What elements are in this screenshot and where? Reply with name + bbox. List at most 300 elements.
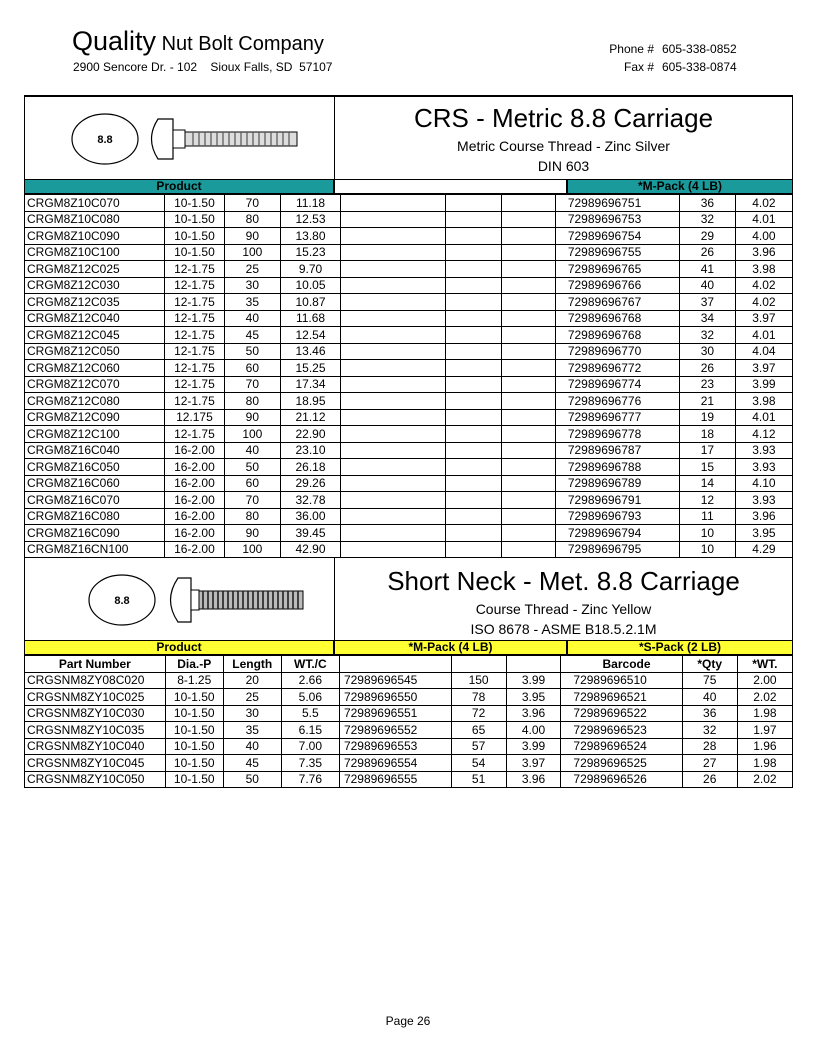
table-cell: CRGM8Z12C080 xyxy=(25,393,165,410)
table-cell xyxy=(446,327,501,344)
table-cell: 4.00 xyxy=(506,722,561,739)
section2-band xyxy=(24,640,793,655)
column-header: Dia.-P xyxy=(165,656,223,673)
table-row xyxy=(25,310,793,327)
contact-block xyxy=(596,40,737,76)
table-cell xyxy=(340,244,446,261)
table-cell xyxy=(501,541,555,558)
table-cell: 72989696510 xyxy=(561,672,682,689)
table-cell: 10-1.50 xyxy=(165,771,223,788)
table-cell: 72989696794 xyxy=(555,525,679,542)
table-cell: CRGM8Z12C090 xyxy=(25,409,165,426)
table-cell: 12-1.75 xyxy=(165,376,224,393)
table-cell: CRGM8Z16C080 xyxy=(25,508,165,525)
table-cell xyxy=(340,475,446,492)
phone-label: Phone # xyxy=(609,42,654,56)
table-cell: 12 xyxy=(679,492,735,509)
table-cell: 29.26 xyxy=(281,475,341,492)
table-cell: 4.29 xyxy=(735,541,792,558)
table-cell: 50 xyxy=(224,459,281,476)
table-row xyxy=(25,525,793,542)
table-cell: 4.01 xyxy=(735,327,792,344)
table-row xyxy=(25,409,793,426)
table-cell: 1.98 xyxy=(737,705,792,722)
table-cell xyxy=(501,459,555,476)
table-cell: 26 xyxy=(679,360,735,377)
table-cell: CRGM8Z10C070 xyxy=(25,195,165,212)
table-row xyxy=(25,722,793,739)
table-cell xyxy=(446,310,501,327)
table-cell: 72989696753 xyxy=(555,211,679,228)
table-cell: 16-2.00 xyxy=(165,508,224,525)
table-cell: 3.96 xyxy=(735,244,792,261)
table-cell: 72989696768 xyxy=(555,327,679,344)
table-cell xyxy=(340,360,446,377)
table-cell xyxy=(340,195,446,212)
table-cell: 28 xyxy=(682,738,737,755)
table-cell: 40 xyxy=(223,738,281,755)
table-cell: 19 xyxy=(679,409,735,426)
section1-table xyxy=(24,194,793,558)
table-cell: CRGM8Z10C100 xyxy=(25,244,165,261)
table-cell: 4.02 xyxy=(735,277,792,294)
table-cell: CRGM8Z10C090 xyxy=(25,228,165,245)
table-cell: 11.68 xyxy=(281,310,341,327)
table-cell: 9.70 xyxy=(281,261,341,278)
table-cell xyxy=(446,508,501,525)
table-cell: 3.97 xyxy=(506,755,561,772)
table-cell: 100 xyxy=(224,244,281,261)
table-cell xyxy=(501,426,555,443)
table-cell: 16-2.00 xyxy=(165,541,224,558)
column-header-row xyxy=(25,656,793,673)
table-cell: CRGM8Z12C060 xyxy=(25,360,165,377)
table-cell: CRGM8Z16C070 xyxy=(25,492,165,509)
table-cell xyxy=(446,261,501,278)
fax-number: 605-338-0874 xyxy=(662,60,737,74)
table-row xyxy=(25,459,793,476)
table-cell: 30 xyxy=(679,343,735,360)
table-cell: 25 xyxy=(224,261,281,278)
column-header: Barcode xyxy=(561,656,682,673)
table-cell: 41 xyxy=(679,261,735,278)
table-cell: 10-1.50 xyxy=(165,195,224,212)
table-cell: 21.12 xyxy=(281,409,341,426)
table-cell: 3.96 xyxy=(506,705,561,722)
short-neck-bolt-icon xyxy=(25,558,334,640)
section2-subtitle: Course Thread - Zinc Yellow xyxy=(475,601,652,617)
table-cell: 3.96 xyxy=(506,771,561,788)
table-cell: 150 xyxy=(451,672,506,689)
table-cell xyxy=(446,376,501,393)
table-cell: 32 xyxy=(679,327,735,344)
table-cell xyxy=(340,228,446,245)
table-cell xyxy=(446,277,501,294)
carriage-bolt-icon xyxy=(25,97,334,179)
company-name-big: Quality xyxy=(72,26,157,56)
table-cell: 16-2.00 xyxy=(165,459,224,476)
table-cell: 4.04 xyxy=(735,343,792,360)
table-cell: 30 xyxy=(224,277,281,294)
table-cell: 72989696554 xyxy=(339,755,451,772)
table-cell xyxy=(340,327,446,344)
table-cell: 18 xyxy=(679,426,735,443)
fax-label: Fax # xyxy=(623,60,654,74)
section2-badge: 8.8 xyxy=(114,595,130,607)
table-cell: 90 xyxy=(224,228,281,245)
table-cell: 70 xyxy=(224,376,281,393)
table-cell xyxy=(340,525,446,542)
table-cell: 10 xyxy=(679,525,735,542)
column-header xyxy=(451,656,506,673)
column-header xyxy=(506,656,561,673)
table-cell xyxy=(340,376,446,393)
table-cell: CRGM8Z12C045 xyxy=(25,327,165,344)
section1-standard: DIN 603 xyxy=(537,158,590,174)
table-cell xyxy=(446,442,501,459)
table-cell: 16-2.00 xyxy=(165,442,224,459)
table-cell: 15 xyxy=(679,459,735,476)
table-cell: 11 xyxy=(679,508,735,525)
table-cell: 4.00 xyxy=(735,228,792,245)
table-row xyxy=(25,343,793,360)
table-row xyxy=(25,771,793,788)
table-cell: 3.97 xyxy=(735,310,792,327)
column-header: *Qty xyxy=(682,656,737,673)
table-cell: 8-1.25 xyxy=(165,672,223,689)
table-cell: 2.00 xyxy=(737,672,792,689)
table-cell: 12-1.75 xyxy=(165,327,224,344)
table-cell: 72989696774 xyxy=(555,376,679,393)
table-cell: 15.23 xyxy=(281,244,341,261)
table-cell xyxy=(501,442,555,459)
table-row xyxy=(25,541,793,558)
table-cell: CRGM8Z16CN100 xyxy=(25,541,165,558)
table-cell: 72989696766 xyxy=(555,277,679,294)
table-cell: CRGM8Z12C040 xyxy=(25,310,165,327)
table-cell: 20 xyxy=(223,672,281,689)
table-cell xyxy=(340,492,446,509)
table-cell: 100 xyxy=(224,541,281,558)
table-cell: 10-1.50 xyxy=(165,705,223,722)
table-cell: 54 xyxy=(451,755,506,772)
table-cell: CRGSNM8ZY08C020 xyxy=(25,672,166,689)
table-cell xyxy=(501,244,555,261)
table-cell: 16-2.00 xyxy=(165,525,224,542)
table-cell: 78 xyxy=(451,689,506,706)
table-cell: 72989696776 xyxy=(555,393,679,410)
table-cell: 3.98 xyxy=(735,261,792,278)
table-cell: 37 xyxy=(679,294,735,311)
table-cell: 10-1.50 xyxy=(165,228,224,245)
table-cell: 72989696755 xyxy=(555,244,679,261)
table-cell xyxy=(446,409,501,426)
table-cell: 7.35 xyxy=(281,755,339,772)
table-row xyxy=(25,672,793,689)
table-cell: 72989696768 xyxy=(555,310,679,327)
table-cell: 4.10 xyxy=(735,475,792,492)
table-cell: 35 xyxy=(224,294,281,311)
table-cell: 3.95 xyxy=(735,525,792,542)
table-row xyxy=(25,442,793,459)
table-cell: 72989696551 xyxy=(339,705,451,722)
table-cell: 1.96 xyxy=(737,738,792,755)
table-cell: 40 xyxy=(224,442,281,459)
table-cell: 72989696545 xyxy=(339,672,451,689)
section2-band-product: Product xyxy=(24,640,334,655)
table-cell xyxy=(340,261,446,278)
table-cell: 32.78 xyxy=(281,492,341,509)
column-header: *WT. xyxy=(737,656,792,673)
table-cell: CRGM8Z12C035 xyxy=(25,294,165,311)
table-cell: 72989696751 xyxy=(555,195,679,212)
table-cell xyxy=(340,393,446,410)
table-cell: 18.95 xyxy=(281,393,341,410)
table-cell: 70 xyxy=(224,492,281,509)
table-cell xyxy=(446,228,501,245)
table-cell: 12.53 xyxy=(281,211,341,228)
table-cell xyxy=(446,426,501,443)
table-row xyxy=(25,393,793,410)
table-cell xyxy=(446,492,501,509)
section2-title: Short Neck - Met. 8.8 Carriage xyxy=(387,566,740,596)
table-cell: 80 xyxy=(224,393,281,410)
table-cell: 10-1.50 xyxy=(165,722,223,739)
section2-band-spack: *S-Pack (2 LB) xyxy=(567,640,793,655)
table-cell: 72989696777 xyxy=(555,409,679,426)
table-cell: 72989696550 xyxy=(339,689,451,706)
table-cell: CRGM8Z12C030 xyxy=(25,277,165,294)
table-cell: 72989696525 xyxy=(561,755,682,772)
table-row xyxy=(25,228,793,245)
table-cell: 72989696522 xyxy=(561,705,682,722)
table-cell: 3.99 xyxy=(735,376,792,393)
table-cell: 4.02 xyxy=(735,294,792,311)
table-row xyxy=(25,705,793,722)
table-cell: CRGSNM8ZY10C040 xyxy=(25,738,166,755)
table-cell: 10-1.50 xyxy=(165,244,224,261)
table-cell: CRGM8Z12C070 xyxy=(25,376,165,393)
table-cell: 51 xyxy=(451,771,506,788)
table-cell: 42.90 xyxy=(281,541,341,558)
phone-number: 605-338-0852 xyxy=(662,42,737,56)
column-header: WT./C xyxy=(281,656,339,673)
table-cell: 12.175 xyxy=(165,409,224,426)
table-cell xyxy=(501,211,555,228)
table-cell: 2.02 xyxy=(737,689,792,706)
table-cell xyxy=(446,525,501,542)
column-header xyxy=(339,656,451,673)
table-cell: 15.25 xyxy=(281,360,341,377)
table-cell: 72989696772 xyxy=(555,360,679,377)
table-cell: 3.98 xyxy=(735,393,792,410)
table-cell: 27 xyxy=(682,755,737,772)
table-cell: 10.05 xyxy=(281,277,341,294)
table-cell: 80 xyxy=(224,508,281,525)
table-cell xyxy=(446,541,501,558)
table-cell xyxy=(501,492,555,509)
table-cell: 35 xyxy=(223,722,281,739)
table-cell: CRGM8Z12C100 xyxy=(25,426,165,443)
table-cell: 12-1.75 xyxy=(165,261,224,278)
table-cell: 4.01 xyxy=(735,409,792,426)
table-row xyxy=(25,360,793,377)
table-cell: 3.99 xyxy=(506,672,561,689)
table-cell: 12-1.75 xyxy=(165,426,224,443)
section1-band-mpack: *M-Pack (4 LB) xyxy=(567,179,793,194)
table-cell: CRGSNM8ZY10C025 xyxy=(25,689,166,706)
table-cell: 72989696523 xyxy=(561,722,682,739)
table-cell: 10.87 xyxy=(281,294,341,311)
table-row xyxy=(25,195,793,212)
section2-header xyxy=(24,557,793,641)
table-cell: 72989696555 xyxy=(339,771,451,788)
table-cell: 13.46 xyxy=(281,343,341,360)
table-cell: 13.80 xyxy=(281,228,341,245)
section2-band-mpack: *M-Pack (4 LB) xyxy=(334,640,567,655)
table-cell: 32 xyxy=(679,211,735,228)
table-cell: 7.76 xyxy=(281,771,339,788)
table-row xyxy=(25,738,793,755)
table-cell: 29 xyxy=(679,228,735,245)
table-cell: 4.01 xyxy=(735,211,792,228)
table-cell: 4.02 xyxy=(735,195,792,212)
table-row xyxy=(25,426,793,443)
section2-table xyxy=(24,655,793,788)
table-cell: 45 xyxy=(223,755,281,772)
table-cell: 12-1.75 xyxy=(165,393,224,410)
table-row xyxy=(25,492,793,509)
table-cell: 26 xyxy=(679,244,735,261)
section2-standard: ISO 8678 - ASME B18.5.2.1M xyxy=(470,621,657,637)
table-cell xyxy=(501,393,555,410)
table-cell: 25 xyxy=(223,689,281,706)
table-cell: 32 xyxy=(682,722,737,739)
table-cell xyxy=(340,211,446,228)
table-cell: 14 xyxy=(679,475,735,492)
table-cell: 22.90 xyxy=(281,426,341,443)
table-cell xyxy=(501,228,555,245)
table-cell: 72989696524 xyxy=(561,738,682,755)
table-cell: 40 xyxy=(679,277,735,294)
table-cell xyxy=(340,310,446,327)
company-name-rest: Nut Bolt Company xyxy=(156,33,324,55)
table-cell: 3.97 xyxy=(735,360,792,377)
table-cell xyxy=(501,508,555,525)
table-cell: 72 xyxy=(451,705,506,722)
section1-band-blank xyxy=(334,179,567,194)
table-cell xyxy=(446,459,501,476)
table-cell xyxy=(501,409,555,426)
table-cell xyxy=(340,409,446,426)
table-cell: 3.93 xyxy=(735,442,792,459)
table-row xyxy=(25,294,793,311)
table-cell: 40 xyxy=(224,310,281,327)
table-cell: CRGM8Z10C080 xyxy=(25,211,165,228)
table-cell: CRGM8Z16C060 xyxy=(25,475,165,492)
table-cell: 10-1.50 xyxy=(165,755,223,772)
table-cell: 36.00 xyxy=(281,508,341,525)
table-cell: CRGSNM8ZY10C045 xyxy=(25,755,166,772)
table-row xyxy=(25,327,793,344)
table-cell: 17 xyxy=(679,442,735,459)
table-cell xyxy=(501,327,555,344)
table-cell: CRGM8Z16C040 xyxy=(25,442,165,459)
table-cell: 75 xyxy=(682,672,737,689)
table-cell: 72989696754 xyxy=(555,228,679,245)
table-cell xyxy=(446,393,501,410)
table-cell: 3.99 xyxy=(506,738,561,755)
section1-image xyxy=(25,97,335,179)
table-cell: 10-1.50 xyxy=(165,211,224,228)
company-name xyxy=(72,26,324,57)
section1-header xyxy=(24,96,793,180)
table-cell xyxy=(340,343,446,360)
section1-subtitle: Metric Course Thread - Zinc Silver xyxy=(457,138,670,154)
table-cell: CRGM8Z16C050 xyxy=(25,459,165,476)
table-cell: 72989696765 xyxy=(555,261,679,278)
table-cell: 1.98 xyxy=(737,755,792,772)
table-cell xyxy=(501,310,555,327)
table-cell: 34 xyxy=(679,310,735,327)
table-cell: 5.06 xyxy=(281,689,339,706)
table-cell: 60 xyxy=(224,360,281,377)
table-row xyxy=(25,277,793,294)
section2-title-block xyxy=(335,558,792,640)
table-row xyxy=(25,689,793,706)
table-cell xyxy=(446,294,501,311)
table-cell: 70 xyxy=(224,195,281,212)
table-cell: 90 xyxy=(224,525,281,542)
table-cell xyxy=(501,195,555,212)
section1-band-product: Product xyxy=(24,179,334,194)
table-cell: CRGM8Z16C090 xyxy=(25,525,165,542)
table-row xyxy=(25,508,793,525)
table-cell xyxy=(446,475,501,492)
table-cell: 30 xyxy=(223,705,281,722)
table-row xyxy=(25,475,793,492)
table-cell: 10-1.50 xyxy=(165,689,223,706)
table-row xyxy=(25,755,793,772)
table-cell: 72989696526 xyxy=(561,771,682,788)
table-cell: 26.18 xyxy=(281,459,341,476)
table-cell: 72989696795 xyxy=(555,541,679,558)
table-cell: 12-1.75 xyxy=(165,343,224,360)
table-cell: CRGSNM8ZY10C035 xyxy=(25,722,166,739)
table-cell: CRGM8Z12C050 xyxy=(25,343,165,360)
table-cell xyxy=(501,277,555,294)
table-cell: 90 xyxy=(224,409,281,426)
section2-image xyxy=(25,558,335,640)
company-address: 2900 Sencore Dr. - 102 Sioux Falls, SD 57107 xyxy=(73,60,333,74)
table-row xyxy=(25,211,793,228)
table-cell: 3.96 xyxy=(735,508,792,525)
table-cell: 2.02 xyxy=(737,771,792,788)
section1-band xyxy=(24,179,793,194)
table-cell: 12-1.75 xyxy=(165,310,224,327)
table-cell: 72989696553 xyxy=(339,738,451,755)
table-cell: 60 xyxy=(224,475,281,492)
table-cell xyxy=(340,459,446,476)
table-cell xyxy=(501,261,555,278)
table-cell: 6.15 xyxy=(281,722,339,739)
table-cell xyxy=(446,343,501,360)
table-cell: 36 xyxy=(682,705,737,722)
table-cell xyxy=(501,376,555,393)
table-cell: 50 xyxy=(223,771,281,788)
table-cell: 23 xyxy=(679,376,735,393)
table-cell: 17.34 xyxy=(281,376,341,393)
